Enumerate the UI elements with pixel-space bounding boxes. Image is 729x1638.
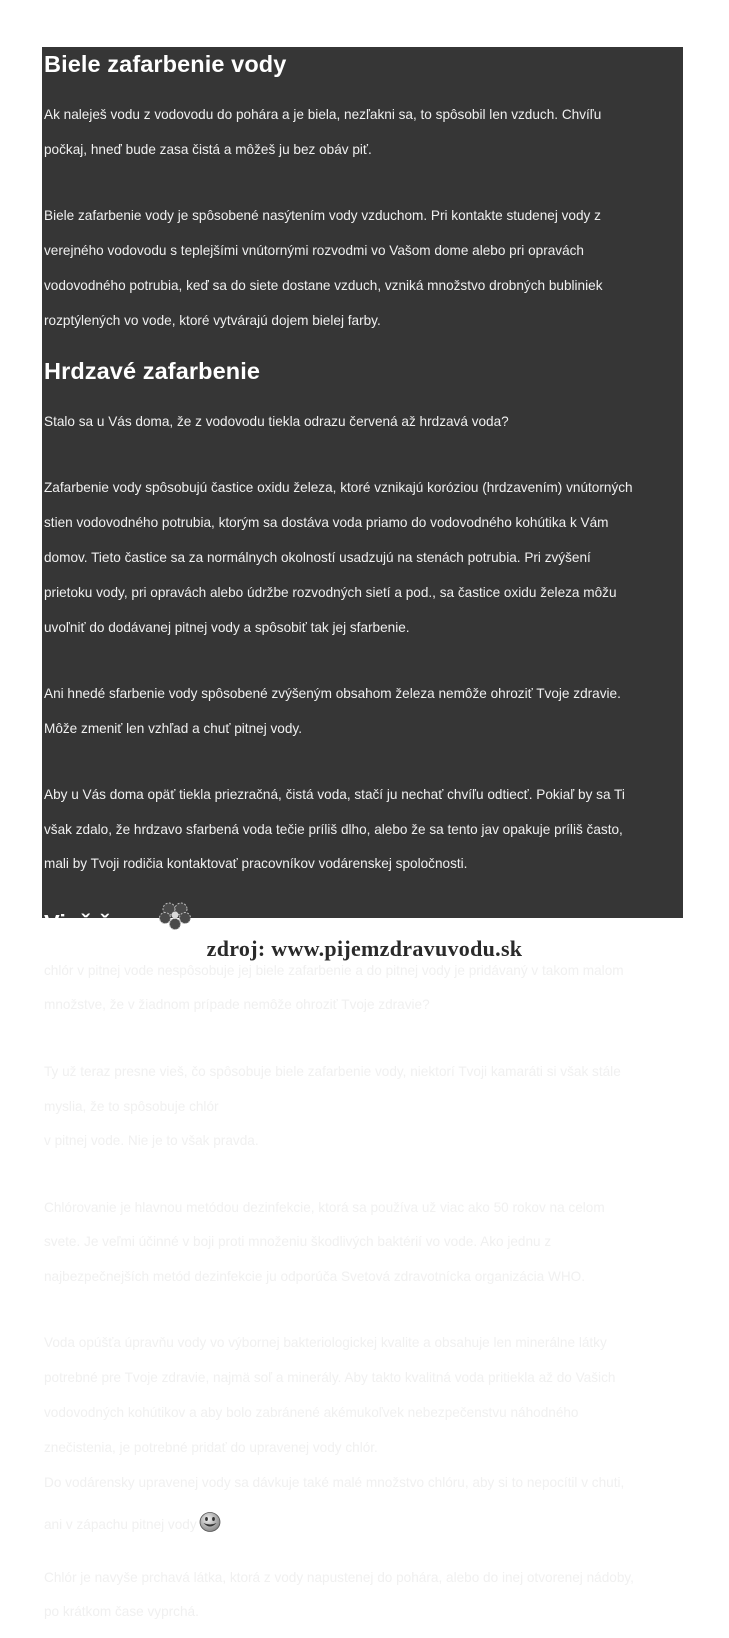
paragraph-chlorination-method bbox=[44, 1181, 683, 1303]
paragraph-rust-advice bbox=[44, 768, 683, 890]
text-line: myslia, že to spôsobuje chlór bbox=[44, 1098, 219, 1114]
text-line: rozptýlených vo vode, ktoré vytvárajú dojem bielej farby. bbox=[44, 312, 381, 328]
text-line: Ty už teraz presne vieš, čo spôsobuje biele zafarbenie vody, niektorí Tvoji kamaráti si však stále bbox=[44, 1063, 621, 1079]
text-line: potrebné pre Tvoje zdravie, najmä soľ a minerály. Aby takto kvalitná voda pritiekla až do Vašich bbox=[44, 1370, 616, 1386]
text-line: Ak naleješ vodu z vodovodu do pohára a je biela, nezľakni sa, to spôsobil len vzduch. Chvíľu bbox=[44, 107, 602, 123]
paragraph-chlorine-myth bbox=[44, 1045, 683, 1167]
text-line: počkaj, hneď bude zasa čistá a môžeš ju bez obáv piť. bbox=[44, 142, 372, 158]
text-line: domov. Tieto častice sa za normálnych okolností usadzujú na stenách potrubia. Pri zvýšení bbox=[44, 549, 591, 565]
paragraph-white-explanation bbox=[44, 190, 683, 347]
text-line: Zafarbenie vody spôsobujú častice oxidu železa, ktoré vznikajú koróziou (hrdzavením) vnútorných bbox=[44, 480, 633, 496]
text-line: mali by Tvoji rodičia kontaktovať pracovníkov vodárenskej spoločnosti. bbox=[44, 856, 468, 872]
text-line: Aby u Vás doma opäť tiekla priezračná, čistá voda, stačí ju nechať chvíľu odtiecť. Pokiaľ by sa Ti bbox=[44, 786, 625, 802]
text-line: množstve, že v žiadnom prípade nemôže ohroziť Tvoje zdravie? bbox=[44, 997, 430, 1013]
text-line: svete. Je veľmi účinné v boji proti množeniu škodlivých baktérií vo vode. Ako jednu z bbox=[44, 1234, 552, 1250]
paragraph-water-treatment bbox=[44, 1317, 683, 1551]
smiley-icon bbox=[199, 1512, 221, 1532]
paragraph-white-intro bbox=[44, 89, 683, 176]
paragraph-chlorine-volatile bbox=[44, 1551, 683, 1638]
paragraph-rust-health bbox=[44, 667, 683, 754]
text-line: ani v zápachu pitnej vody bbox=[44, 1517, 197, 1533]
text-line: znečistenia, je potrebné pridať do upravenej vody chlór. bbox=[44, 1439, 378, 1455]
heading-rust-discoloration: Hrdzavé zafarbenie bbox=[44, 357, 260, 384]
source-credit: zdroj: www.pijemzdravuvodu.sk bbox=[206, 936, 523, 961]
text-line: však zdalo, že hrdzavo sfarbená voda tečie príliš dlho, alebo že sa tento jav opakuje príliš často, bbox=[44, 821, 623, 837]
heading-white-discoloration: Biele zafarbenie vody bbox=[44, 51, 287, 77]
heading-did-you-know bbox=[44, 908, 683, 938]
text-line: Chlór je navyše prchavá látka, ktorá z vody napustenej do pohára, alebo do inej otvorenej nádoby, bbox=[44, 1569, 634, 1585]
text-line-with-smiley bbox=[44, 1512, 683, 1533]
flower-icon bbox=[159, 900, 191, 930]
text-line: verejného vodovodu s teplejšími vnútornými rozvodmi vo Vašom dome alebo pri opravách bbox=[44, 243, 584, 259]
text-line: vodovodných kohútikov a aby bolo zabránené akémukoľvek nebezpečenstvu náhodného bbox=[44, 1405, 579, 1420]
text-line: najbezpečnejších metód dezinfekcie ju odporúča Svetová zdravotnícka organizácia WHO. bbox=[44, 1269, 586, 1285]
text-line: Biele zafarbenie vody je spôsobené nasýtením vody vzduchom. Pri kontakte studenej vody z bbox=[44, 208, 601, 224]
text-line: prietoku vody, pri opravách alebo údržbe rozvodných sietí a pod., sa častice oxidu železa môžu bbox=[44, 584, 617, 600]
text-line: Ani hnedé sfarbenie vody spôsobené zvýšeným obsahom železa nemôže ohroziť Tvoje zdravie. bbox=[44, 685, 621, 701]
text-line: v pitnej vode. Nie je to však pravda. bbox=[44, 1133, 259, 1149]
heading-text: Vieš že... bbox=[44, 910, 144, 937]
paragraph-rust-cause bbox=[44, 462, 683, 653]
text-line: stien vodovodného potrubia, ktorým sa dostáva voda priamo do vodovodného kohútika k Vám bbox=[44, 515, 609, 531]
text-line: Voda opúšťa úpravňu vody vo výbornej bakteriologickej kvalite a obsahuje len minerálne látky bbox=[44, 1335, 607, 1351]
text-line: po krátkom čase vyprchá. bbox=[44, 1604, 199, 1620]
paragraph-rust-question bbox=[44, 396, 683, 448]
text-line: Stalo sa u Vás doma, že z vodovodu tiekla odrazu červená až hrdzavá voda? bbox=[44, 414, 509, 430]
text-line: Chlórovanie je hlavnou metódou dezinfekcie, ktorá sa používa už viac ako 50 rokov na celom bbox=[44, 1199, 605, 1215]
text-line: vodovodného potrubia, keď sa do siete dostane vzduch, vzniká množstvo drobných bubliniek bbox=[44, 278, 603, 294]
text-line: Do vodárensky upravenej vody sa dávkuje také malé množstvo chlóru, aby si to nepocítil v chuti, bbox=[44, 1474, 625, 1490]
text-line: Môže zmeniť len vzhľad a chuť pitnej vody. bbox=[44, 720, 302, 736]
text-line: chlór v pitnej vode nespôsobuje jej biele zafarbenie a do pitnej vody je pridávaný v takom malom bbox=[44, 962, 624, 978]
text-line: uvoľniť do dodávanej pitnej vody a spôsobiť tak jej sfarbenie. bbox=[44, 619, 410, 635]
